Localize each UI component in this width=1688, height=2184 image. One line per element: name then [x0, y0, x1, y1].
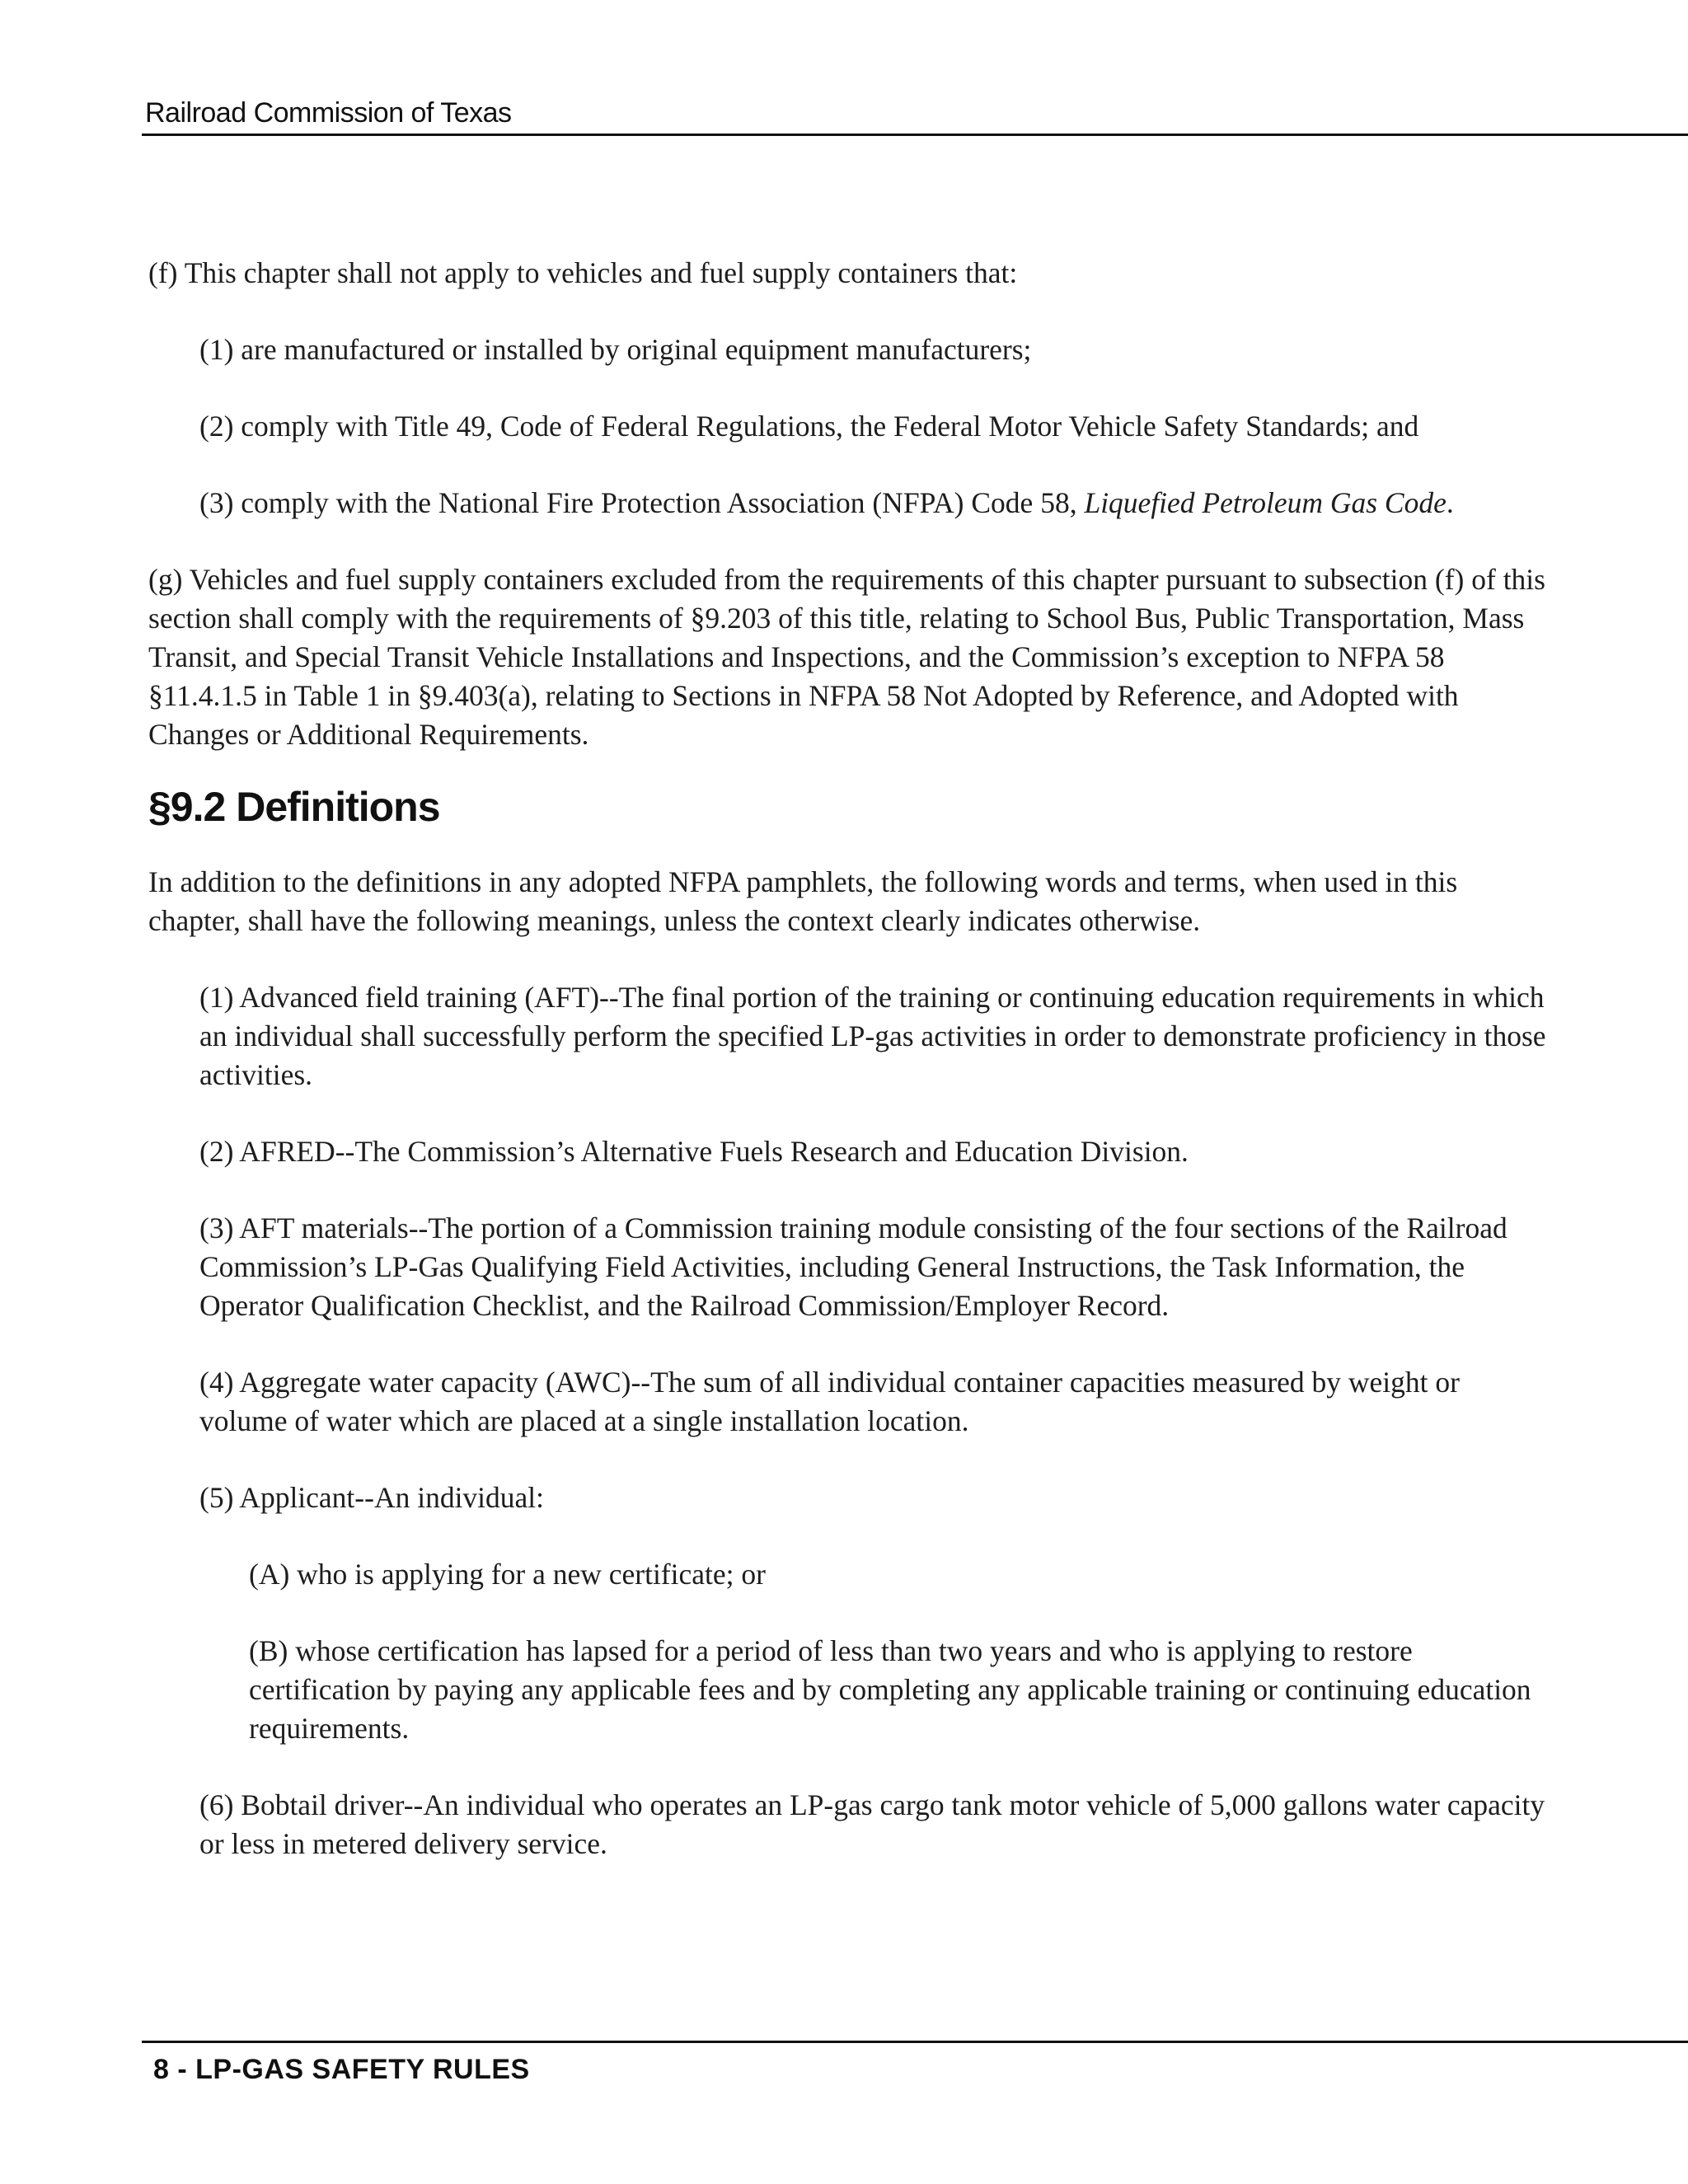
- item-3-prefix: (3) comply with the National Fire Protection Association (NFPA) Code 58,: [199, 486, 1085, 519]
- definition-6: (6) Bobtail driver--An individual who operates an LP-gas cargo tank motor vehicle of 5,000 gallons water capacity or less in metered delivery service.: [199, 1788, 1545, 1860]
- page-footer: 8 - LP-GAS SAFETY RULES: [153, 2054, 530, 2085]
- subsection-f-intro: (f) This chapter shall not apply to vehicles and fuel supply containers that:: [148, 256, 1018, 289]
- definition-2: (2) AFRED--The Commission’s Alternative Fuels Research and Education Division.: [199, 1135, 1189, 1168]
- definition-1: (1) Advanced field training (AFT)--The final portion of the training or continuing education requirements in which an individual shall successfully perform the specified LP-gas activities in order to demonstrate proficiency in those activities.: [199, 981, 1546, 1091]
- definitions-intro: In addition to the definitions in any adopted NFPA pamphlets, the following words and terms, when used in this chapter, shall have the following meanings, unless the context clearly indicates otherwise.: [148, 865, 1458, 937]
- definition-3: (3) AFT materials--The portion of a Commission training module consisting of the four sections of the Railroad Commission’s LP-Gas Qualifying Field Activities, including General Instructions, the Task Information, the Operator Qualification Checklist, and the Railroad Commission/Employer Record.: [199, 1212, 1507, 1322]
- definition-5: (5) Applicant--An individual:: [199, 1481, 545, 1514]
- item-3-suffix: .: [1446, 486, 1454, 519]
- subsection-f-item-2: (2) comply with Title 49, Code of Federal Regulations, the Federal Motor Vehicle Safety Standards; and: [199, 410, 1419, 443]
- subsection-f-item-1: (1) are manufactured or installed by original equipment manufacturers;: [199, 333, 1032, 366]
- subsection-f-item-3: [199, 484, 1550, 523]
- definition-5-b: (B) whose certification has lapsed for a period of less than two years and who is applying to restore certification by paying any applicable fees and by completing any applicable training or continuing education requirements.: [249, 1634, 1531, 1745]
- header-divider: [142, 134, 1688, 136]
- footer-divider: [142, 2041, 1688, 2043]
- nfpa-code-title: Liquefied Petroleum Gas Code: [1084, 486, 1447, 519]
- section-heading: §9.2 Definitions: [148, 784, 440, 830]
- page-body: [148, 254, 1550, 1901]
- page-header-title: Railroad Commission of Texas: [145, 97, 512, 129]
- definition-5-a: (A) who is applying for a new certificate; or: [249, 1558, 766, 1591]
- definition-4: (4) Aggregate water capacity (AWC)--The sum of all individual container capacities measured by weight or volume of water which are placed at a single installation location.: [199, 1366, 1460, 1437]
- subsection-g: (g) Vehicles and fuel supply containers excluded from the requirements of this chapter pursuant to subsection (f) of this section shall comply with the requirements of §9.203 of this title, relating to School Bus, Public Transportation, Mass Transit, and Special Transit Vehicle Installations and Inspections, and the Commission’s exception to NFPA 58 §11.4.1.5 in Table 1 in §9.403(a), relating to Sections in NFPA 58 Not Adopted by Reference, and Adopted with Changes or Additional Requirements.: [148, 563, 1545, 751]
